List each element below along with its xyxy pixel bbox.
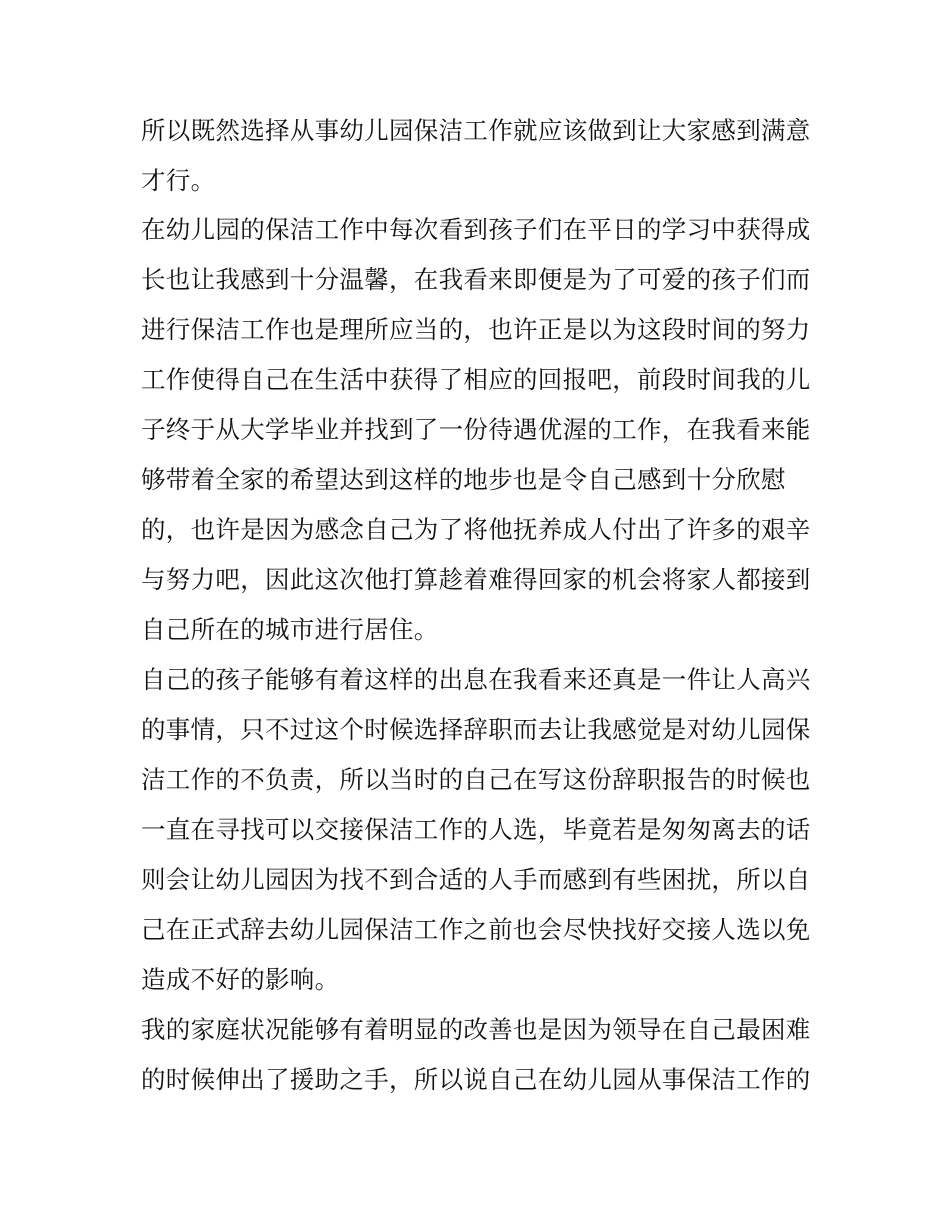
- text-line: 与努力吧，因此这次他打算趁着难得回家的机会将家人都接到: [141, 565, 811, 594]
- text-line: 长也让我感到十分温馨，在我看来即便是为了可爱的孩子们而: [141, 265, 811, 294]
- text-line: 的时候伸出了援助之手，所以说自己在幼儿园从事保洁工作的: [141, 1065, 811, 1094]
- text-line: 一直在寻找可以交接保洁工作的人选，毕竟若是匆匆离去的话: [141, 815, 811, 844]
- text-line: 我的家庭状况能够有着明显的改善也是因为领导在自己最困难: [141, 1015, 811, 1044]
- text-line: 则会让幼儿园因为找不到合适的人手而感到有些困扰，所以自: [141, 865, 811, 894]
- text-line: 的事情，只不过这个时候选择辞职而去让我感觉是对幼儿园保: [141, 715, 811, 744]
- text-line: 够带着全家的希望达到这样的地步也是令自己感到十分欣慰: [141, 465, 786, 494]
- text-line: 才行。: [141, 166, 216, 195]
- text-line: 所以既然选择从事幼儿园保洁工作就应该做到让大家感到满意: [141, 116, 811, 145]
- text-line: 在幼儿园的保洁工作中每次看到孩子们在平日的学习中获得成: [141, 215, 811, 244]
- text-line: 洁工作的不负责，所以当时的自己在写这份辞职报告的时候也: [141, 765, 811, 794]
- text-line: 子终于从大学毕业并找到了一份待遇优渥的工作，在我看来能: [141, 415, 811, 444]
- text-line: 的，也许是因为感念自己为了将他抚养成人付出了许多的艰辛: [141, 515, 811, 544]
- text-line: 造成不好的影响。: [141, 965, 340, 994]
- text-line: 自己所在的城市进行居住。: [141, 615, 439, 644]
- text-line: 己在正式辞去幼儿园保洁工作之前也会尽快找好交接人选以免: [141, 915, 811, 944]
- text-line: 工作使得自己在生活中获得了相应的回报吧，前段时间我的儿: [141, 365, 811, 394]
- text-line: 进行保洁工作也是理所应当的，也许正是以为这段时间的努力: [141, 315, 811, 344]
- text-line: 自己的孩子能够有着这样的出息在我看来还真是一件让人高兴: [141, 665, 811, 694]
